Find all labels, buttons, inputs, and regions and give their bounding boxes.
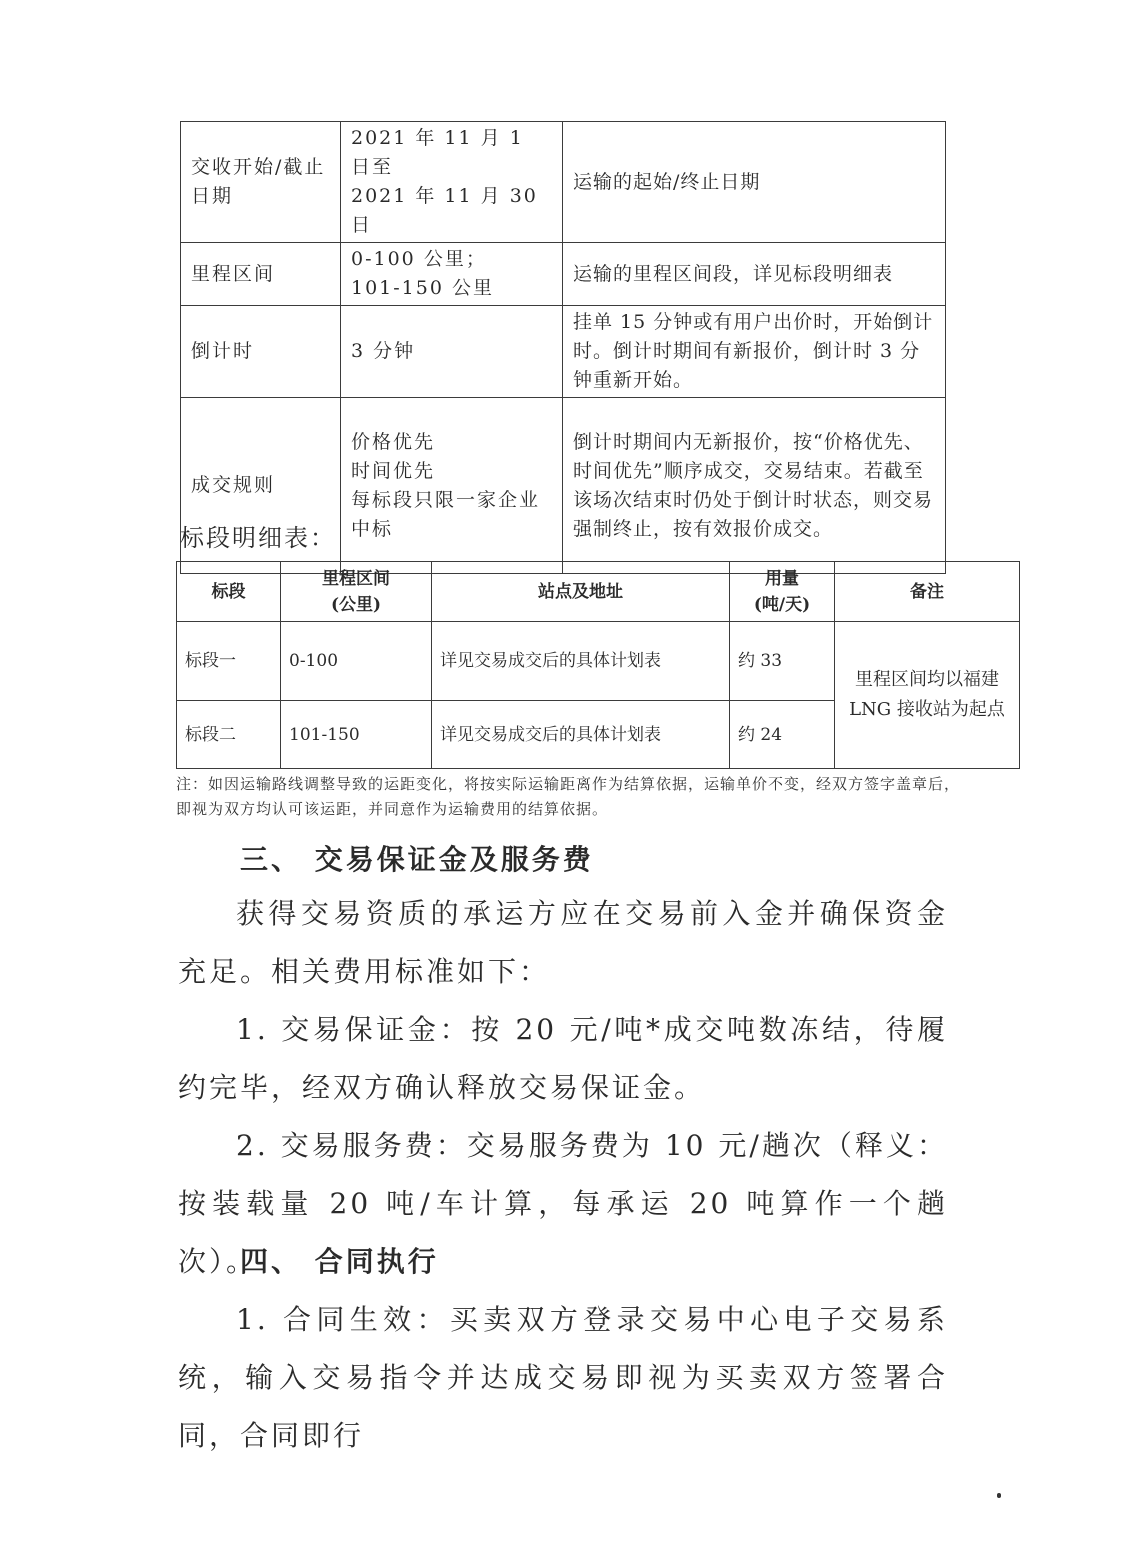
- column-header: 标段: [177, 562, 281, 622]
- table-row: [181, 122, 946, 243]
- range-cell: 101-150: [281, 701, 432, 769]
- row-label: 里程区间: [181, 243, 341, 306]
- paragraph: 获得交易资质的承运方应在交易前入金并确保资金充足。相关费用标准如下：: [178, 897, 948, 988]
- row-description: 挂单 15 分钟或有用户出价时，开始倒计时。倒计时期间有新报价，倒计时 3 分钟重新开始。: [563, 306, 946, 398]
- section-heading: 四、 合同执行: [240, 1245, 439, 1278]
- trading-parameters-table: [180, 121, 946, 574]
- column-header: 备注: [835, 562, 1020, 622]
- paragraph: 1. 合同生效：买卖双方登录交易中心电子交易系统，输入交易指令并达成交易即视为买卖双方签署合同，合同即行: [178, 1303, 948, 1452]
- row-description: 运输的里程区间段，详见标段明细表: [563, 243, 946, 306]
- row-value: 2021 年 11 月 1 日至 2021 年 11 月 30 日: [341, 122, 563, 243]
- row-value: 价格优先 时间优先 每标段只限一家企业中标: [341, 398, 563, 574]
- row-label: 倒计时: [181, 306, 341, 398]
- remark-cell: 里程区间均以福建 LNG 接收站为起点: [835, 622, 1020, 769]
- section-cell: 标段二: [177, 701, 281, 769]
- paragraph: 1. 交易保证金：按 20 元/吨*成交吨数冻结，待履约完毕，经双方确认释放交易保证金。: [178, 1013, 948, 1104]
- section-cell: 标段一: [177, 622, 281, 701]
- section-heading: 三、 交易保证金及服务费: [240, 843, 594, 876]
- column-header: 用量 (吨/天): [730, 562, 835, 622]
- row-value: 3 分钟: [341, 306, 563, 398]
- section-detail-table: [176, 561, 1020, 769]
- row-description: 倒计时期间内无新报价，按“价格优先、时间优先”顺序成交，交易结束。若截至该场次结束时仍处于倒计时状态，则交易强制终止，按有效报价成交。: [563, 398, 946, 574]
- usage-cell: 约 24: [730, 701, 835, 769]
- table-row: [181, 243, 946, 306]
- table-header-row: [177, 562, 1020, 622]
- row-label: 成交规则: [181, 398, 341, 574]
- range-cell: 0-100: [281, 622, 432, 701]
- column-header: 里程区间 (公里): [281, 562, 432, 622]
- site-cell: 详见交易成交后的具体计划表: [432, 701, 730, 769]
- table-row: [177, 622, 1020, 701]
- row-label: 交收开始/截止日期: [181, 122, 341, 243]
- column-header: 站点及地址: [432, 562, 730, 622]
- section-detail-caption: 标段明细表：: [180, 524, 336, 552]
- table-note: 注：如因运输路线调整导致的运距变化，将按实际运输距离作为结算依据，运输单价不变，经双方签字盖章后，即视为双方均认可该运距，并同意作为运输费用的结算依据。: [176, 775, 961, 818]
- paragraph: 2. 交易服务费：交易服务费为 10 元/趟次（释义：按装载量 20 吨/车计算，每承运 20 吨算作一个趟次）。: [178, 1129, 948, 1278]
- row-description: 运输的起始/终止日期: [563, 122, 946, 243]
- scan-speck: [997, 1493, 1001, 1498]
- site-cell: 详见交易成交后的具体计划表: [432, 622, 730, 701]
- row-value: 0-100 公里； 101-150 公里: [341, 243, 563, 306]
- usage-cell: 约 33: [730, 622, 835, 701]
- table-row: [181, 306, 946, 398]
